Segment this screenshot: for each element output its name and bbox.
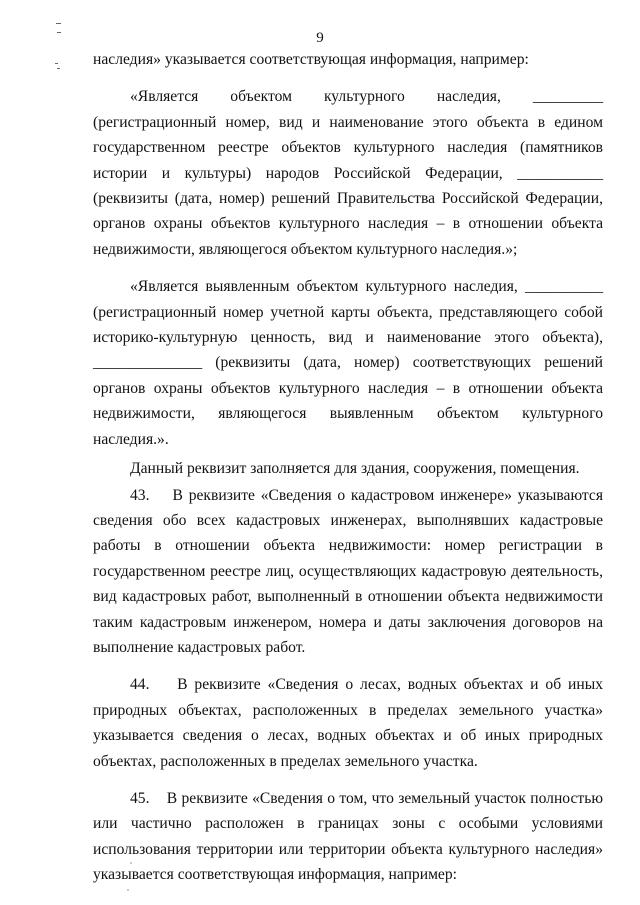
paragraph-continuation: наследия» указывается соответствующая информация, например: <box>93 51 529 68</box>
scan-mark <box>57 68 60 69</box>
paragraph-identified-heritage-example: «Является выявленным объектом культурного наследия, __________ (регистрационный номер учетной карты объекта, представляющего собой историко-культурную ценность, вид и наименование этого объекта), ______________ (реквизиты (дата, номер) соответствующих решений органов охраны объектов культурного наследия – в отношении объекта недвижимости, являющегося выявленным объектом культурного наследия.». <box>93 278 603 448</box>
scan-mark <box>56 23 61 24</box>
paragraph-45-special-zones: 45. В реквизите «Сведения о том, что земельный участок полностью или частично расположен в границах зоны с особыми условиями использования территории или территории объекта культурного наследия» указывается соответствующая информация, например: <box>93 789 603 884</box>
scan-speck <box>127 889 129 891</box>
page-number: 9 <box>316 30 324 46</box>
document-body <box>93 47 603 888</box>
paragraph-44-natural-objects: 44. В реквизите «Сведения о лесах, водных объектах и об иных природных объектах, расположенных в пределах земельного участка» указывается сведения о лесах, водных объектах и об иных природных объектах, расположенных в пределах земельного участка. <box>93 676 603 770</box>
paragraph-applicability-note: Данный реквизит заполняется для здания, сооружения, помещения. <box>130 460 580 478</box>
scan-mark <box>55 63 58 64</box>
paragraph-cultural-heritage-example: «Является объектом культурного наследия, _________ (регистрационный номер, вид и наименование этого объекта в едином государственном реестре объектов культурного наследия (памятников истории и культуры) народов Российской Федерации, ___________ (реквизиты (дата, номер) решений Правительства Российской Федерации, органов охраны объектов культурного наследия – в отношении объекта недвижимости, являющегося объектом культурного наследия.»; <box>93 88 603 258</box>
paragraph-43-cadastral-engineer: 43. В реквизите «Сведения о кадастровом инженере» указываются сведения обо всех кадастровых инженерах, выполнявших кадастровые работы в отношении объекта недвижимости: номер регистрации в государственном реестре лиц, осуществляющих кадастровую деятельность, вид кадастровых работ, выполненный в отношении объекта недвижимости таким кадастровым инженером, номера и даты заключения договоров на выполнение кадастровых работ. <box>93 486 603 656</box>
